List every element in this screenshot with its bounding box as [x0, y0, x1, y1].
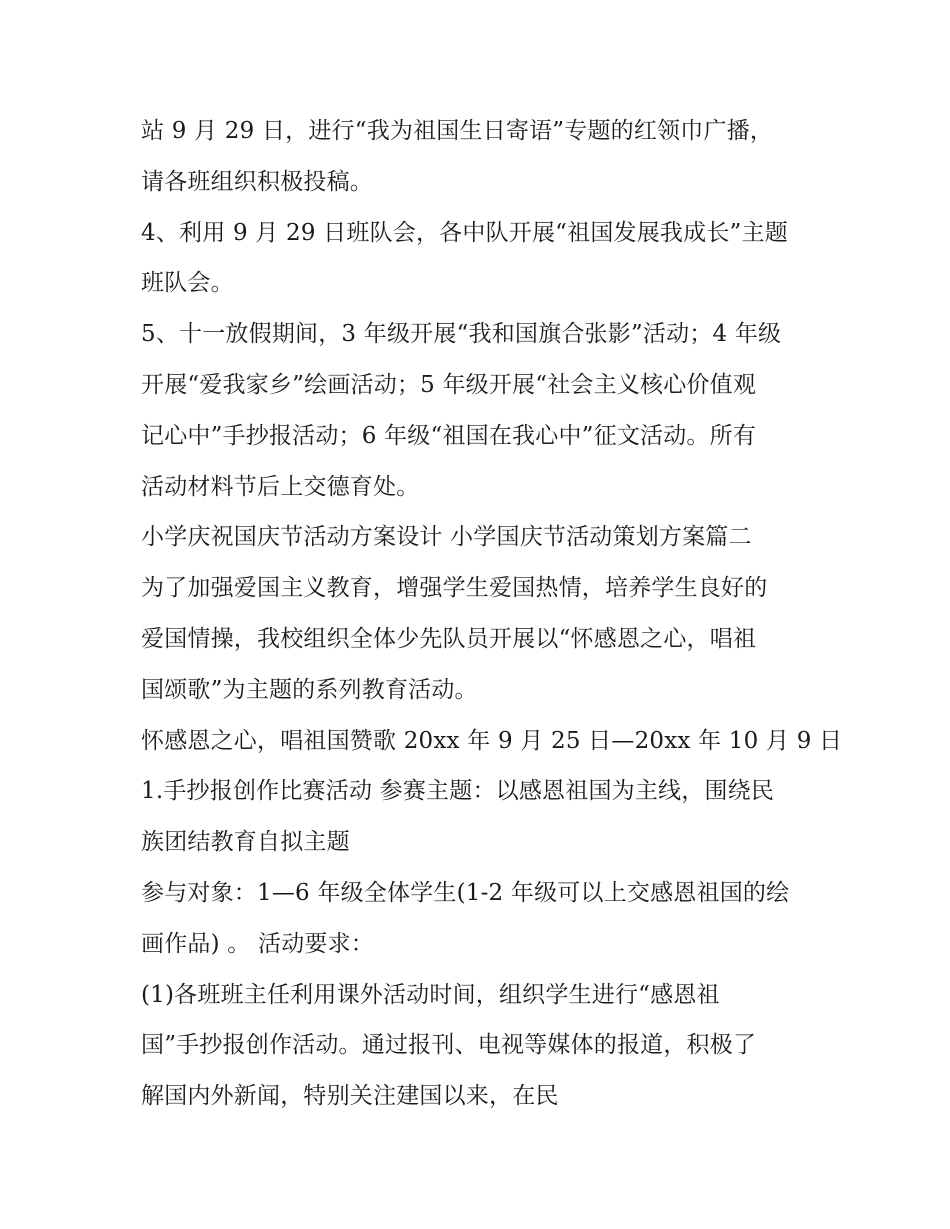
text-line: 族团结教育自拟主题: [141, 829, 350, 856]
section-heading: 小学庆祝国庆节活动方案设计 小学国庆节活动策划方案篇二: [141, 524, 752, 551]
text-line: (1)各班班主任利用课外活动时间，组织学生进行“感恩祖: [141, 981, 720, 1008]
text-line: 活动材料节后上交德育处。: [141, 473, 420, 500]
text-line: 5、十一放假期间，3 年级开展“我和国旗合张影”活动；4 年级: [141, 321, 782, 348]
text-line: 国”手抄报创作活动。通过报刊、电视等媒体的报道，积极了: [141, 1032, 757, 1059]
text-line: 1.手抄报创作比赛活动 参赛主题：以感恩祖国为主线，围绕民: [141, 778, 775, 805]
text-line: 国颂歌”为主题的系列教育活动。: [141, 676, 478, 703]
text-line: 爱国情操，我校组织全体少先队员开展以“怀感恩之心，唱祖: [141, 625, 757, 652]
text-line: 解国内外新闻，特别关注建国以来，在民: [141, 1083, 559, 1110]
document-body: [141, 106, 841, 1122]
text-line: 记心中”手抄报活动；6 年级“祖国在我心中”征文活动。所有: [141, 422, 757, 449]
text-line: 4、利用 9 月 29 日班队会，各中队开展“祖国发展我成长”主题: [141, 219, 788, 246]
text-line: 参与对象：1—6 年级全体学生(1-2 年级可以上交感恩祖国的绘: [141, 879, 790, 906]
text-line: 画作品) 。 活动要求：: [141, 930, 374, 957]
text-line: 班队会。: [141, 270, 234, 297]
text-line: 站 9 月 29 日，进行“我为祖国生日寄语”专题的红领巾广播，: [141, 118, 774, 144]
text-line: 为了加强爱国主义教育，增强学生爱国热情，培养学生良好的: [141, 575, 768, 602]
text-line: 开展“爱我家乡”绘画活动；5 年级开展“社会主义核心价值观: [141, 371, 757, 398]
text-line: 请各班组织积极投稿。: [141, 168, 373, 195]
text-line: 怀感恩之心，唱祖国赞歌 20xx 年 9 月 25 日—20xx 年 10 月 9 日: [141, 727, 843, 754]
